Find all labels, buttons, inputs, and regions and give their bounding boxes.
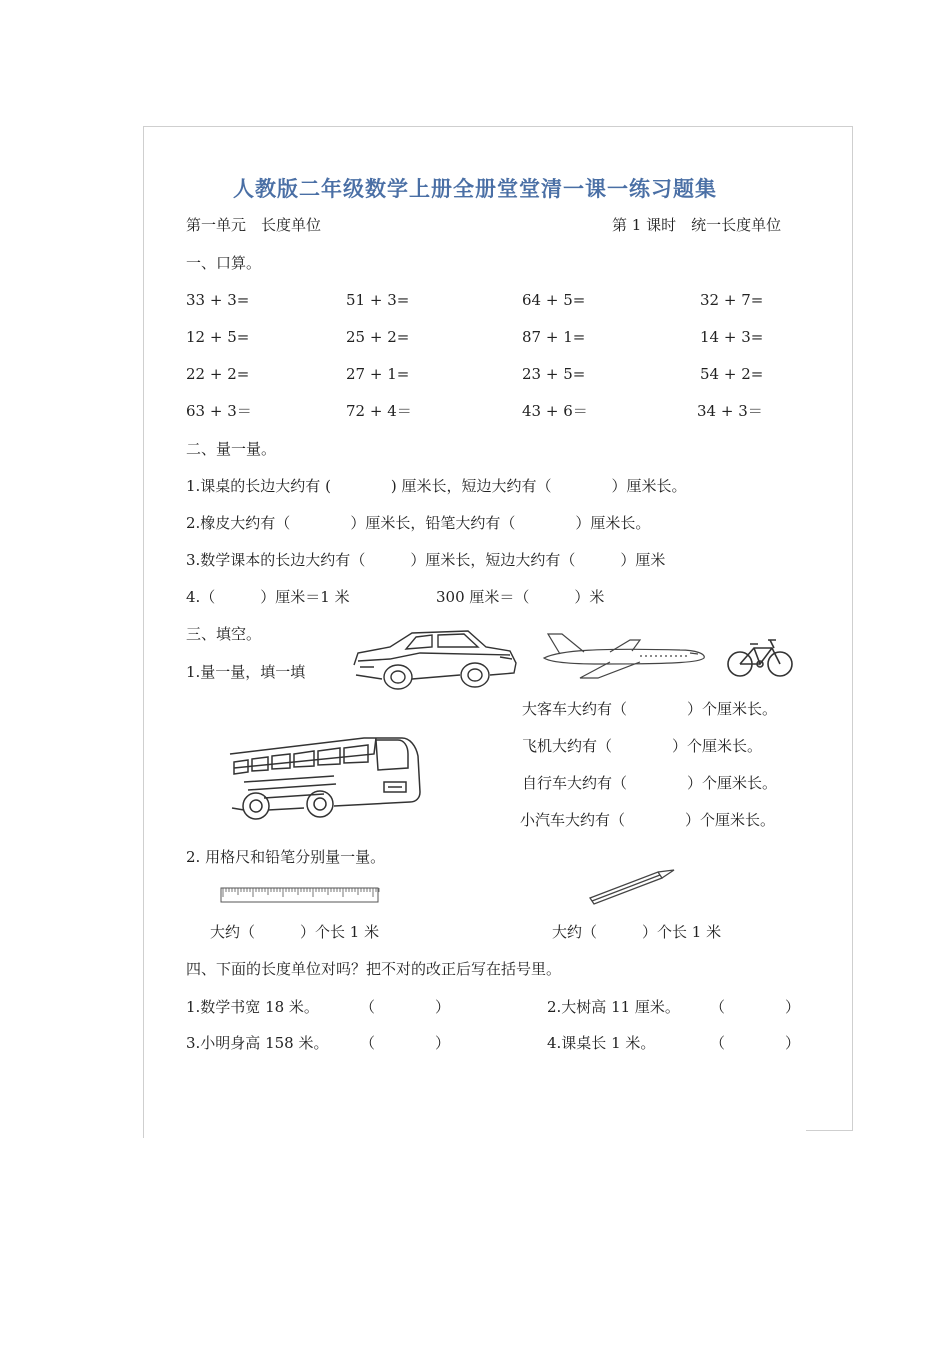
measure-question-4b: 300 厘米＝（ ）米 bbox=[436, 588, 605, 606]
judge-question-1: 1.数学书宽 18 米。 bbox=[186, 998, 319, 1016]
answer-paren: （ ） bbox=[360, 998, 451, 1016]
document-title: 人教版二年级数学上册全册堂堂清一课一练习题集 bbox=[233, 177, 717, 201]
page-border-right bbox=[852, 126, 853, 1130]
section2-heading: 二、量一量。 bbox=[186, 440, 277, 458]
bike-question: 自行车大约有（ ）个厘米长。 bbox=[522, 774, 778, 792]
plane-question: 飞机大约有（ ）个厘米长。 bbox=[522, 737, 763, 755]
calc-item: 51 + 3= bbox=[346, 291, 410, 309]
ruler-answer: 大约（ ）个长 1 米 bbox=[210, 923, 380, 941]
bicycle-illustration bbox=[724, 632, 796, 680]
section1-heading: 一、口算。 bbox=[186, 254, 262, 272]
section4-heading: 四、下面的长度单位对吗？把不对的改正后写在括号里。 bbox=[186, 960, 562, 978]
calc-item: 33 + 3= bbox=[186, 291, 250, 309]
judge-question-2: 2.大树高 11 厘米。 bbox=[547, 998, 680, 1016]
pencil-answer: 大约（ ）个长 1 米 bbox=[552, 923, 722, 941]
answer-paren: （ ） bbox=[360, 1034, 451, 1052]
calc-item: 27 + 1= bbox=[346, 365, 410, 383]
answer-paren: （ ） bbox=[710, 998, 801, 1016]
bus-question: 大客车大约有（ ）个厘米长。 bbox=[522, 700, 778, 718]
measure-question-4a: 4.（ ）厘米＝1 米 bbox=[186, 588, 350, 606]
car-illustration bbox=[350, 627, 520, 691]
section3-heading: 三、填空。 bbox=[186, 625, 262, 643]
judge-question-4: 4.课桌长 1 米。 bbox=[547, 1034, 656, 1052]
page-border-left bbox=[143, 126, 144, 1138]
page-border-top bbox=[143, 126, 853, 127]
page-border-tick bbox=[806, 1130, 853, 1131]
calc-item: 14 + 3= bbox=[700, 328, 764, 346]
pencil-illustration bbox=[586, 868, 678, 908]
measure-question-1: 1.课桌的长边大约有 ( ) 厘米长，短边大约有（ ）厘米长。 bbox=[186, 477, 687, 495]
calc-item: 87 + 1= bbox=[522, 328, 586, 346]
measure-question-3: 3.数学课本的长边大约有（ ）厘米长，短边大约有（ ）厘米 bbox=[186, 551, 666, 569]
measure-question-2: 2.橡皮大约有（ ）厘米长，铅笔大约有（ ）厘米长。 bbox=[186, 514, 651, 532]
airplane-illustration bbox=[540, 628, 708, 680]
calc-item: 22 + 2= bbox=[186, 365, 250, 383]
answer-paren: （ ） bbox=[710, 1034, 801, 1052]
fill-question-1: 1.量一量，填一填 bbox=[186, 663, 306, 681]
calc-item: 32 + 7= bbox=[700, 291, 764, 309]
calc-item: 34 + 3＝ bbox=[697, 402, 763, 420]
ruler-illustration bbox=[220, 885, 380, 905]
calc-item: 63 + 3＝ bbox=[186, 402, 252, 420]
calc-item: 23 + 5= bbox=[522, 365, 586, 383]
calc-item: 64 + 5= bbox=[522, 291, 586, 309]
calc-item: 43 + 6＝ bbox=[522, 402, 588, 420]
unit-label: 第一单元 长度单位 bbox=[186, 216, 322, 234]
lesson-label: 第 1 课时 统一长度单位 bbox=[612, 216, 782, 234]
judge-question-3: 3.小明身高 158 米。 bbox=[186, 1034, 329, 1052]
car-question: 小汽车大约有（ ）个厘米长。 bbox=[520, 811, 776, 829]
fill-question-2: 2. 用格尺和铅笔分别量一量。 bbox=[186, 848, 386, 866]
bus-illustration bbox=[224, 732, 436, 824]
calc-item: 72 + 4＝ bbox=[346, 402, 412, 420]
calc-item: 54 + 2= bbox=[700, 365, 764, 383]
calc-item: 25 + 2= bbox=[346, 328, 410, 346]
calc-item: 12 + 5= bbox=[186, 328, 250, 346]
